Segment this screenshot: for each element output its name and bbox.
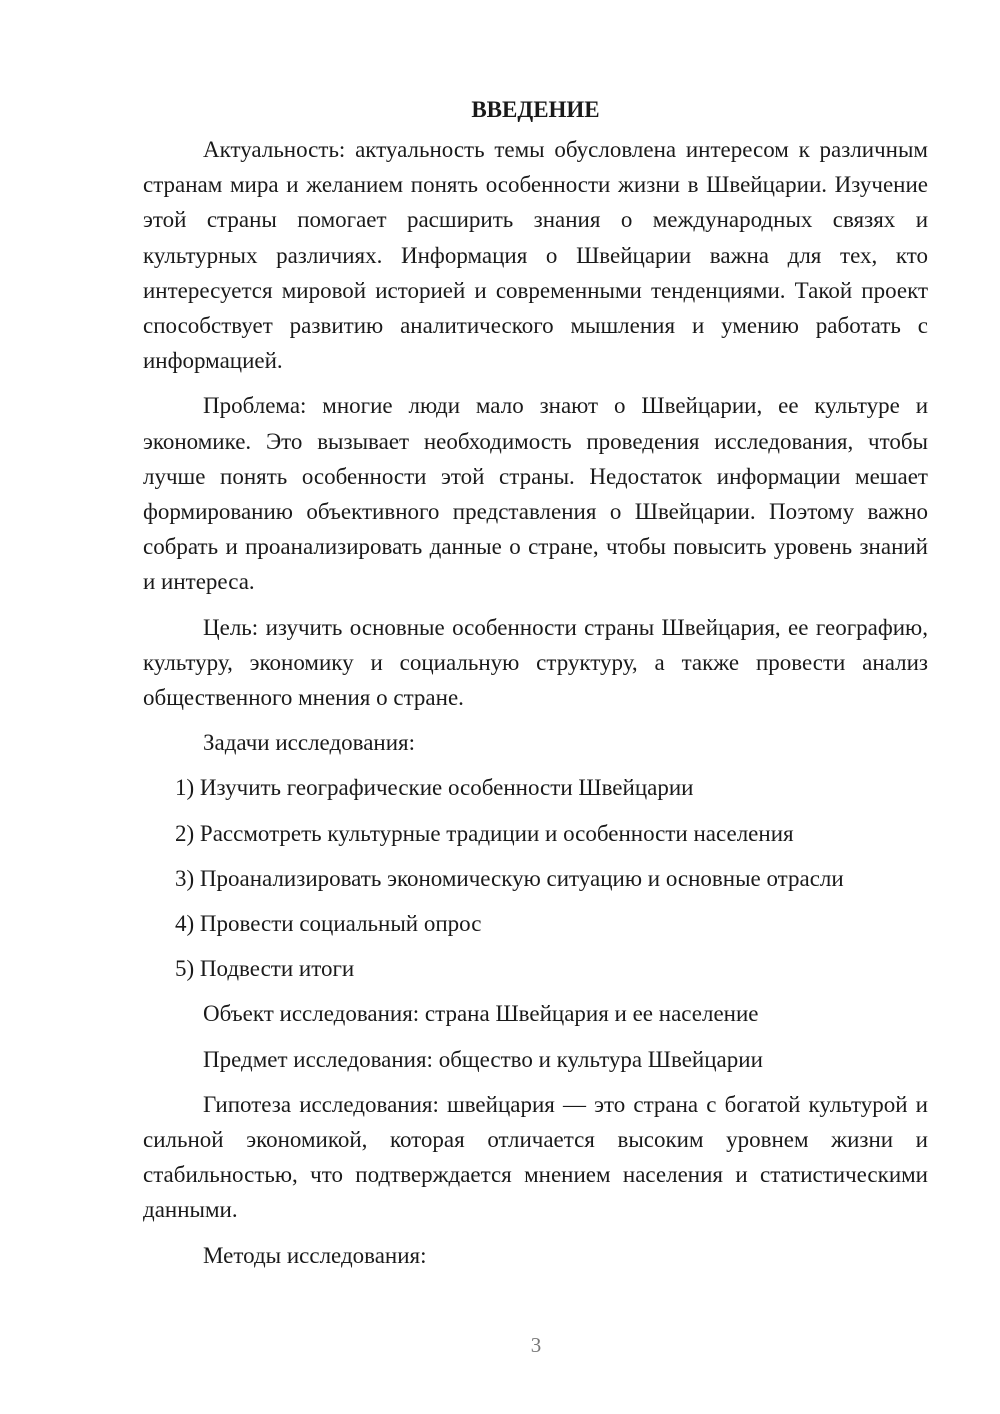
hypothesis-paragraph: Гипотеза исследования: швейцария — это страна с богатой культурой и сильной экономикой, которая отличается высоким уровнем жизни и стабильностью, что подтверждается мнением населения и статистическими данными.	[143, 1091, 928, 1223]
methods-heading: Методы исследования:	[203, 1242, 427, 1268]
list-item: 4) Провести социальный опрос	[175, 911, 482, 937]
tasks-list	[143, 770, 928, 986]
list-item: 1) Изучить географические особенности Швейцарии	[175, 775, 694, 801]
goal-paragraph: Цель: изучить основные особенности страны Швейцария, ее географию, культуру, экономику и социальную структуру, а также провести анализ общественного мнения о стране.	[143, 614, 928, 711]
relevance-paragraph: Актуальность: актуальность темы обусловлена интересом к различным странам мира и желанием понять особенности жизни в Швейцарии. Изучение этой страны помогает расширить знания о международных связях и культурных различиях. Информация о Швейцарии важна для тех, кто интересуется мировой историей и современными тенденциями. Такой проект способствует развитию аналитического мышления и умению работать с информацией.	[143, 137, 928, 374]
list-item: 5) Подвести итоги	[175, 956, 355, 982]
page-number: 3	[530, 1333, 542, 1357]
list-item: 3) Проанализировать экономическую ситуацию и основные отрасли	[175, 865, 844, 891]
research-subject: Предмет исследования: общество и культура Швейцарии	[203, 1046, 763, 1072]
research-object: Объект исследования: страна Швейцария и ее население	[203, 1001, 759, 1027]
document-page	[143, 96, 928, 1283]
problem-paragraph: Проблема: многие люди мало знают о Швейцарии, ее культуре и экономике. Это вызывает необходимость проведения исследования, чтобы лучше понять особенности этой страны. Недостаток информации мешает формированию объективного представления о Швейцарии. Поэтому важно собрать и проанализировать данные о стране, чтобы повысить уровень знаний и интереса.	[143, 393, 928, 595]
tasks-heading: Задачи исследования:	[203, 730, 416, 756]
section-title: ВВЕДЕНИЕ	[471, 97, 600, 122]
list-item: 2) Рассмотреть культурные традиции и особенности населения	[175, 820, 794, 846]
